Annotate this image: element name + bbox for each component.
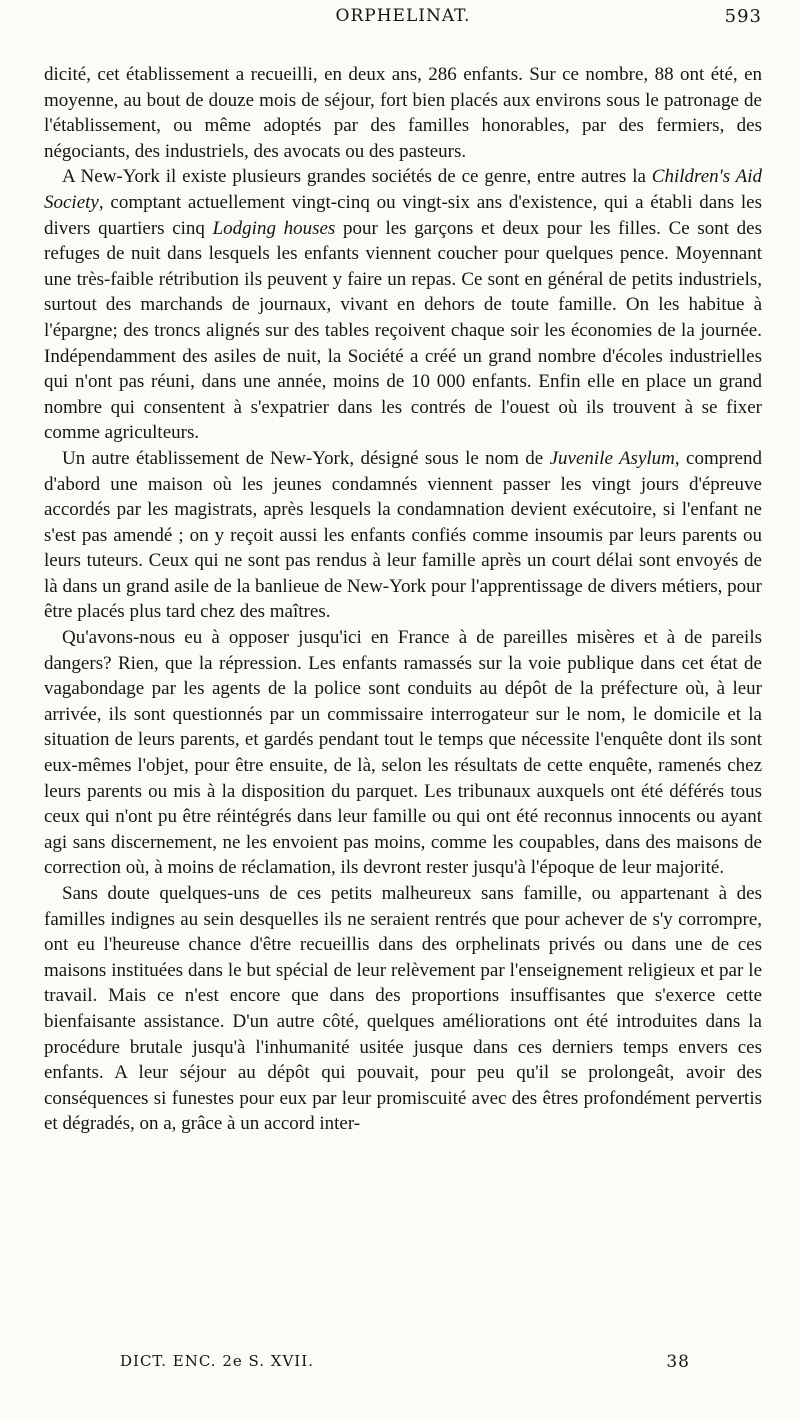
page-number: 593	[724, 6, 762, 27]
paragraph-3: Un autre établissement de New-York, désigné sous le nom de Juvenile Asylum, comprend d'abord une maison où les jeunes condamnés viennent passer les vingt jours d'épreuve accordés par les magistrats, après lesquels la condamnation devient exécutoire, si l'enfant ne s'est pas amendé ; on y reçoit aussi les enfants confiés comme insoumis par leurs parents ou leurs tuteurs. Ceux qui ne sont pas rendus à leur famille après un court délai sont envoyés de là dans un grand asile de la banlieue de New-York pour l'apprentissage de divers métiers, pour être placés plus tard chez des maîtres.	[44, 447, 762, 623]
italic-term: Children's Aid Society	[44, 166, 762, 213]
italic-term: Lodging houses	[212, 217, 336, 239]
italic-term: Juvenile Asylum	[549, 447, 675, 469]
paragraph-5: Sans doute quelques-uns de ces petits malheureux sans famille, ou appartenant à des familles indignes au sein desquelles ils ne seraient rentrés que pour achever de s'y corrompre, ont eu l'heureuse chance d'être recueillis dans des orphelinats privés ou dans une de ces maisons instituées dans le but spécial de leur relèvement par l'enseignement religieux et par le travail. Mais ce n'est encore que dans des proportions insuffisantes que s'exerce cette bienfaisante assistance. D'un autre côté, quelques améliorations ont été introduites dans la procédure brutale jusqu'à l'inhumanité usitée jusque dans ces derniers temps envers ces enfants. A leur séjour au dépôt qui pouvait, pour peu qu'il se prolongeât, avoir des conséquences si funestes pour eux par leur promiscuité avec des êtres profondément pervertis et dégradés, on a, grâce à un accord inter-	[44, 883, 762, 1135]
paragraph-1: dicité, cet établissement a recueilli, en deux ans, 286 enfants. Sur ce nombre, 88 ont été, en moyenne, au bout de douze mois de séjour, fort bien placés aux environs sous le patronage de l'établissement, ou même adoptés par des familles honorables, par des fermiers, des négociants, des industriels, des avocats ou des pasteurs.	[44, 64, 762, 162]
running-title: ORPHELINAT.	[335, 6, 471, 26]
signature-mark: DICT. ENC. 2e S. XVII.	[120, 1352, 314, 1370]
signature-number: 38	[666, 1352, 690, 1372]
paragraph-2: A New-York il existe plusieurs grandes sociétés de ce genre, entre autres la Children's Aid Society, comptant actuellement vingt-cinq ou vingt-six ans d'existence, qui a établi dans les divers quartiers cinq Lodging houses pour les garçons et deux pour les filles. Ce sont des refuges de nuit dans lesquels les enfants viennent coucher pour quelques pence. Moyennant une très-faible rétribution ils peuvent y faire un repas. Ce sont en général de petits industriels, surtout des marchands de journaux, vivant en dehors de toute famille. On les habitue à l'épargne; des troncs alignés sur des tables reçoivent chaque soir les économies de la journée. Indépendamment des asiles de nuit, la Société a créé un grand nombre d'écoles industrielles qui n'ont pas réuni, dans une année, moins de 10 000 enfants. Enfin elle en place un grand nombre qui consentent à s'expatrier dans les contrés de l'ouest où ils trouvent à se fixer comme agriculteurs.	[44, 166, 762, 444]
page-footer	[120, 1352, 690, 1376]
body-text	[44, 62, 762, 1137]
paragraph-4: Qu'avons-nous eu à opposer jusqu'ici en France à de pareilles misères et à de pareils dangers? Rien, que la répression. Les enfants ramassés sur la voie publique dans cet état de vagabondage par les agents de la police sont conduits au dépôt de la préfecture où, à leur arrivée, ils sont questionnés par un commissaire interrogateur sur le nom, le domicile et la situation de leurs parents, et gardés pendant tout le temps que nécessite l'enquête dont ils sont eux-mêmes l'objet, pour être ensuite, de là, selon les résultats de cette enquête, ramenés chez leurs parents ou mis à la disposition du parquet. Les tribunaux auxquels ont été déférés tous ceux qui n'ont pu être réintégrés dans leur famille ou qui ont été reconnus innocents ou ayant agi sans discernement, ne les envoient pas moins, comme les coupables, dans des maisons de correction où, à moins de réclamation, ils devront rester jusqu'à l'époque de leur majorité.	[44, 627, 762, 879]
running-header	[44, 6, 762, 34]
